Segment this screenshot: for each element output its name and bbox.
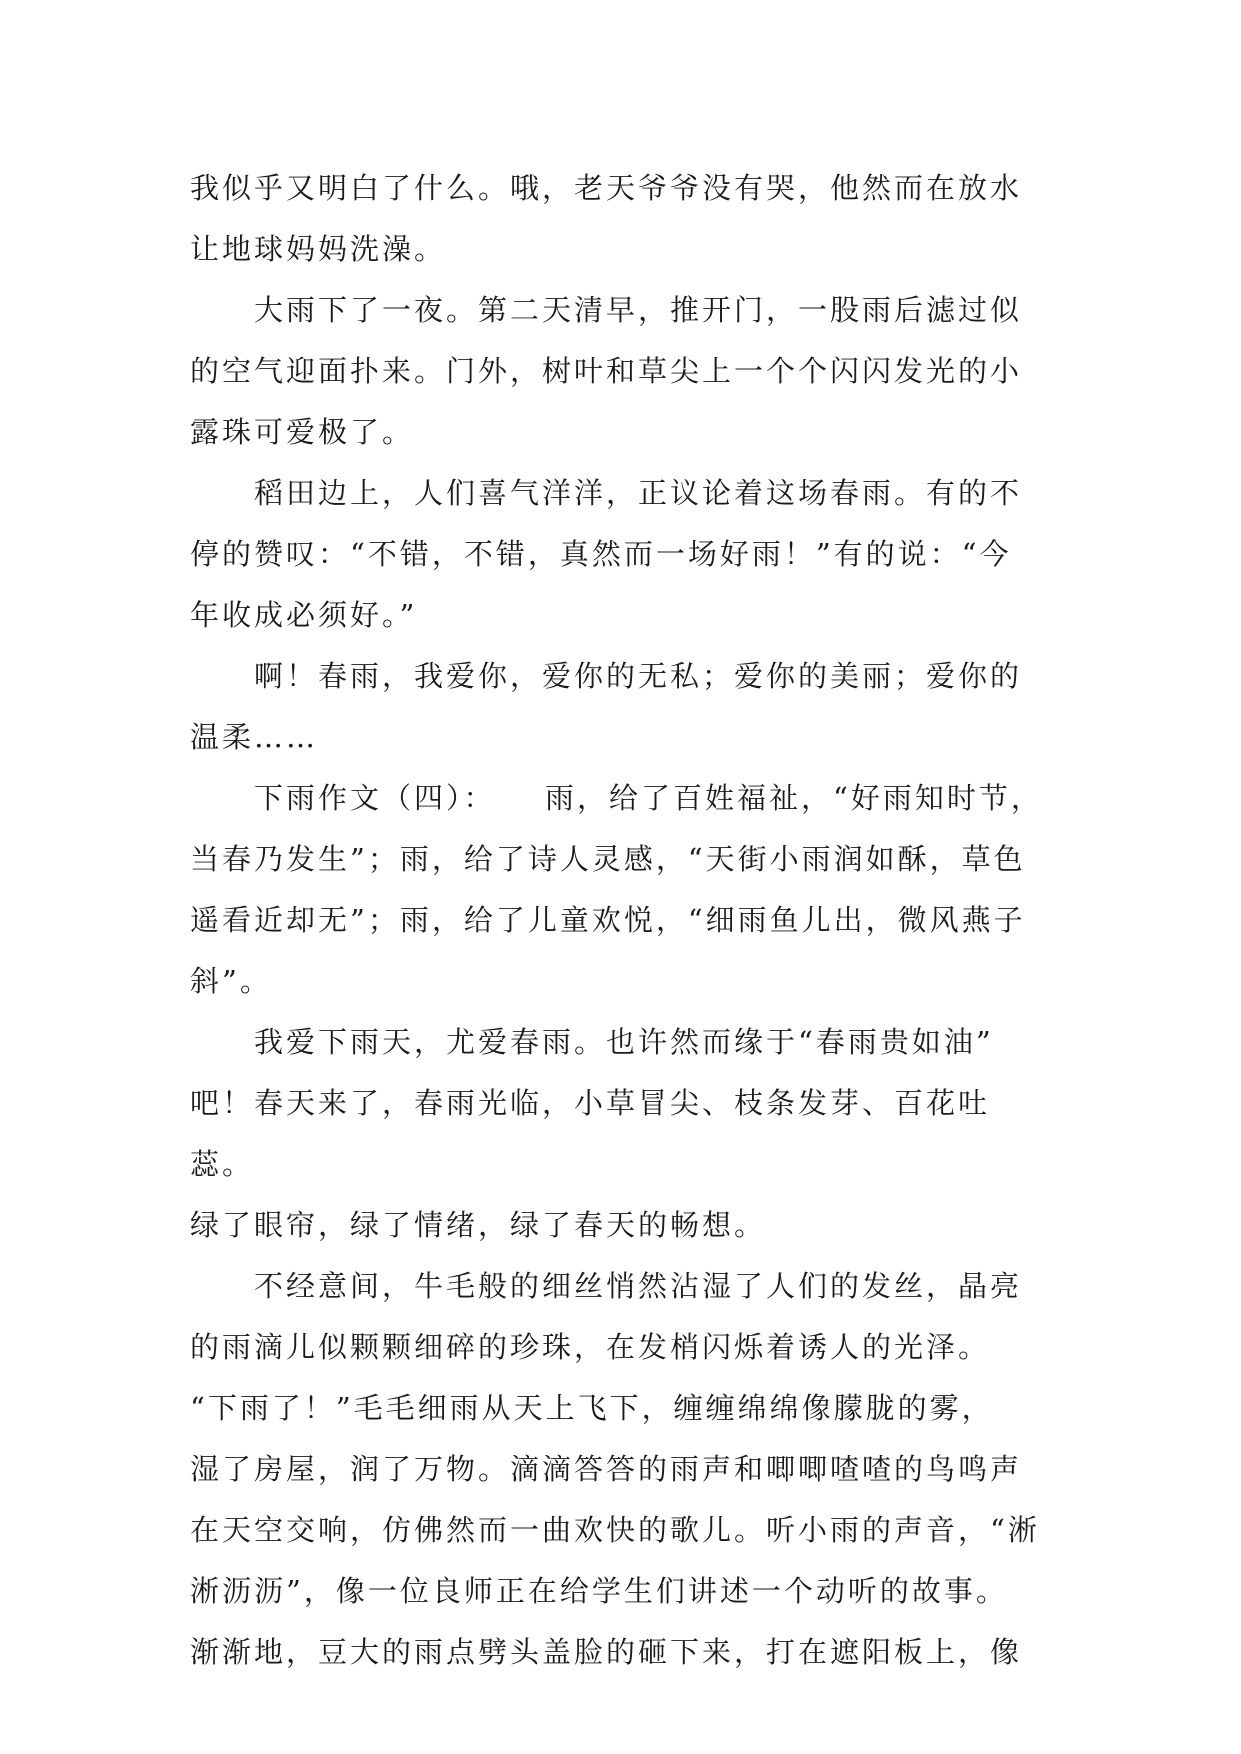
text-line: 让地球妈妈洗澡。 [190, 232, 447, 266]
text-line: 稻田边上，人们喜气洋洋，正议论着这场春雨。有的不 [254, 476, 1023, 510]
text-line: 斜”。 [190, 964, 272, 998]
paragraph [190, 646, 1050, 768]
text-line: 年收成必须好。” [190, 598, 418, 632]
paragraph [190, 768, 1050, 1012]
text-line: 淅沥沥”，像一位良师正在给学生们讲述一个动听的故事。 [190, 1574, 1008, 1608]
text-line: 啊！春雨，我爱你，爱你的无私；爱你的美丽；爱你的 [254, 659, 1023, 693]
text-line: 的空气迎面扑来。门外，树叶和草尖上一个个闪闪发光的小 [190, 354, 1023, 388]
paragraph [190, 463, 1050, 646]
text-line: 不经意间，牛毛般的细丝悄然沾湿了人们的发丝，晶亮 [254, 1269, 1023, 1303]
paragraph [190, 1256, 1050, 1683]
text-line: 露珠可爱极了。 [190, 415, 415, 449]
text-line: 停的赞叹：“不错，不错，真然而一场好雨！”有的说：“今 [190, 537, 1012, 571]
text-line: 湿了房屋，润了万物。滴滴答答的雨声和唧唧喳喳的鸟鸣声 [190, 1452, 1023, 1486]
document-body [190, 158, 1050, 1683]
text-line: 的雨滴儿似颗颗细碎的珍珠，在发梢闪烁着诱人的光泽。 [190, 1330, 991, 1364]
text-line: 渐渐地，豆大的雨点劈头盖脸的砸下来，打在遮阳板上，像 [190, 1635, 1023, 1669]
text-line: 温柔…… [190, 720, 319, 754]
text-line: 我爱下雨天，尤爱春雨。也许然而缘于“春雨贵如油” [254, 1025, 994, 1059]
text-line: 我似乎又明白了什么。哦，老天爷爷没有哭，他然而在放水 [190, 171, 1023, 205]
text-line: “下雨了！”毛毛细雨从天上飞下，缠缠绵绵像朦胧的雾， [190, 1391, 994, 1425]
text-line: 当春乃发生”；雨，给了诗人灵感，“天街小雨润如酥，草色 [190, 842, 1026, 876]
paragraph [190, 280, 1050, 463]
text-line: 下雨作文（四）： 雨，给了百姓福祉，“好雨知时节， [254, 781, 1043, 815]
text-line: 绿了眼帘，绿了情绪，绿了春天的畅想。 [190, 1208, 767, 1242]
paragraph [190, 1012, 1050, 1256]
text-line: 吧！春天来了，春雨光临，小草冒尖、枝条发芽、百花吐蕊。 [190, 1086, 991, 1181]
text-line: 大雨下了一夜。第二天清早，推开门，一股雨后滤过似 [254, 293, 1023, 327]
paragraph [190, 158, 1050, 280]
text-line: 遥看近却无”；雨，给了儿童欢悦，“细雨鱼儿出，微风燕子 [190, 903, 1026, 937]
text-line: 在天空交响，仿佛然而一曲欢快的歌儿。听小雨的声音，“淅 [190, 1513, 1040, 1547]
